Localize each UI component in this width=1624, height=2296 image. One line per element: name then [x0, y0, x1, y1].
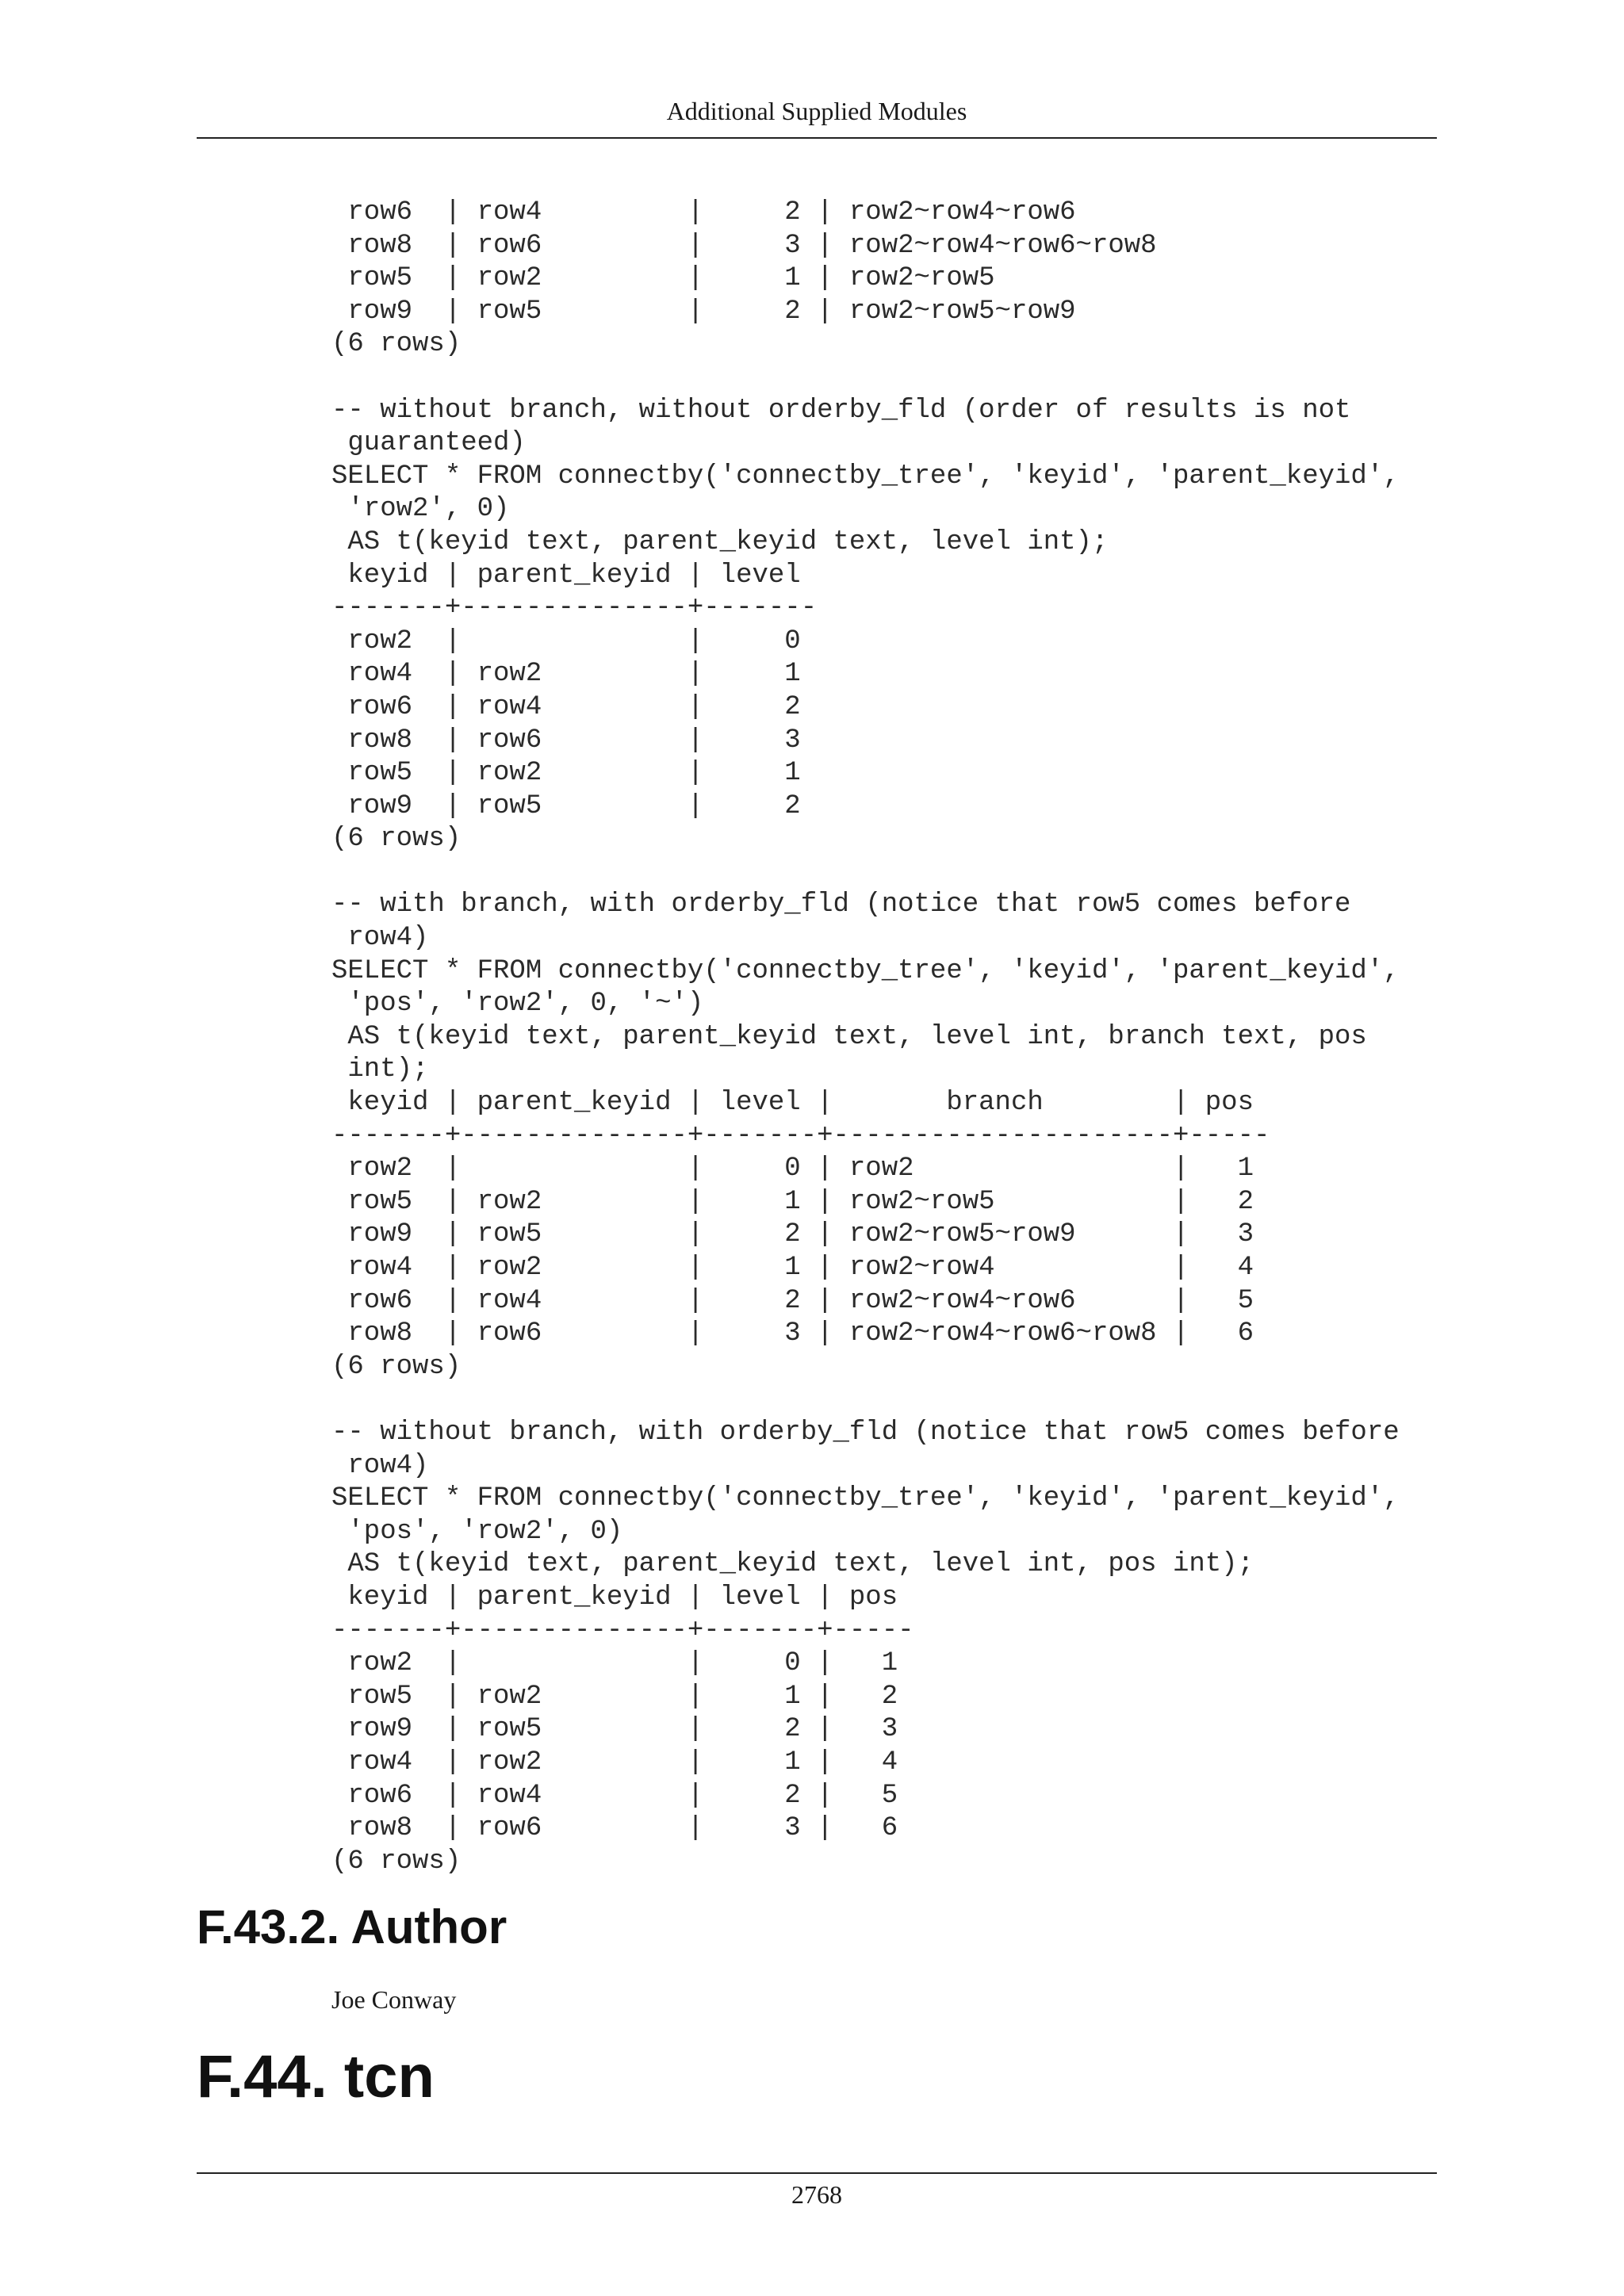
code-line: row4 | row2 | 1 | 4 [331, 1747, 898, 1777]
code-example-block [331, 197, 1400, 1878]
code-line: 'row2', 0) [331, 494, 510, 525]
code-line: keyid | parent_keyid | level | branch | pos [331, 1088, 1254, 1119]
code-line: row6 | row4 | 2 | 5 [331, 1780, 898, 1811]
code-line: (6 rows) [331, 1846, 462, 1877]
code-line: row6 | row4 | 2 [331, 691, 801, 722]
code-line: -------+--------------+-------+---------------------+----- [331, 1120, 1270, 1151]
code-line: row9 | row5 | 2 | row2~row5~row9 [331, 296, 1076, 327]
code-line: (6 rows) [331, 329, 462, 360]
code-line: -------+--------------+-------+----- [331, 1615, 914, 1646]
code-line: SELECT * FROM connectby('connectby_tree', 'keyid', 'parent_keyid', [331, 461, 1400, 492]
code-line: row4) [331, 923, 429, 954]
code-line: row8 | row6 | 3 | 6 [331, 1813, 898, 1844]
code-line: -- with branch, with orderby_fld (notice that row5 comes before [331, 890, 1351, 920]
code-line: 'pos', 'row2', 0) [331, 1516, 623, 1547]
code-line: -- without branch, without orderby_fld (order of results is not [331, 395, 1351, 426]
code-line: row8 | row6 | 3 | row2~row4~row6~row8 [331, 230, 1157, 261]
code-line: keyid | parent_keyid | level | pos [331, 1582, 898, 1613]
code-line: int); [331, 1054, 429, 1085]
code-line: row5 | row2 | 1 | 2 [331, 1681, 898, 1712]
code-line: SELECT * FROM connectby('connectby_tree', 'keyid', 'parent_keyid', [331, 955, 1400, 986]
footer-rule [197, 2172, 1437, 2174]
code-line: row2 | | 0 [331, 626, 801, 656]
code-line: -------+--------------+------- [331, 593, 818, 624]
page-number: 2768 [791, 2180, 842, 2209]
code-line: (6 rows) [331, 824, 462, 855]
code-line: row4 | row2 | 1 | row2~row4 | 4 [331, 1253, 1254, 1283]
code-line [331, 856, 1400, 890]
code-line: (6 rows) [331, 1351, 462, 1382]
code-line: row9 | row5 | 2 [331, 790, 801, 821]
running-header: Additional Supplied Modules [666, 97, 967, 125]
code-line: AS t(keyid text, parent_keyid text, level int); [331, 526, 1109, 557]
code-line: -- without branch, with orderby_fld (notice that row5 comes before [331, 1417, 1400, 1448]
code-line: AS t(keyid text, parent_keyid text, level int, branch text, pos [331, 1021, 1367, 1052]
section-heading-author: F.43.2. Author [197, 1900, 508, 1954]
code-line: row5 | row2 | 1 | row2~row5 [331, 263, 995, 294]
code-line: row5 | row2 | 1 | row2~row5 | 2 [331, 1186, 1254, 1217]
code-line: row9 | row5 | 2 | row2~row5~row9 | 3 [331, 1219, 1254, 1250]
code-line: row9 | row5 | 2 | 3 [331, 1714, 898, 1745]
code-line: AS t(keyid text, parent_keyid text, level int, pos int); [331, 1549, 1254, 1580]
author-name: Joe Conway [331, 1985, 457, 2014]
code-line: row6 | row4 | 2 | row2~row4~row6 | 5 [331, 1285, 1254, 1316]
code-line: keyid | parent_keyid | level [331, 560, 801, 591]
code-line: row8 | row6 | 3 [331, 725, 801, 756]
code-line: 'pos', 'row2', 0, '~') [331, 989, 704, 1020]
code-line [331, 362, 1400, 395]
section-heading-tcn: F.44. tcn [197, 2043, 435, 2110]
code-line [331, 1383, 1400, 1417]
code-line: SELECT * FROM connectby('connectby_tree', 'keyid', 'parent_keyid', [331, 1483, 1400, 1514]
code-line: row6 | row4 | 2 | row2~row4~row6 [331, 197, 1076, 228]
code-line: row4 | row2 | 1 [331, 659, 801, 690]
code-line: row2 | | 0 | 1 [331, 1648, 898, 1679]
code-line: row8 | row6 | 3 | row2~row4~row6~row8 | 6 [331, 1318, 1254, 1349]
code-line: row4) [331, 1450, 429, 1481]
header-rule [197, 137, 1437, 139]
code-line: row5 | row2 | 1 [331, 758, 801, 789]
code-line: guaranteed) [331, 428, 526, 459]
code-line: row2 | | 0 | row2 | 1 [331, 1154, 1254, 1184]
